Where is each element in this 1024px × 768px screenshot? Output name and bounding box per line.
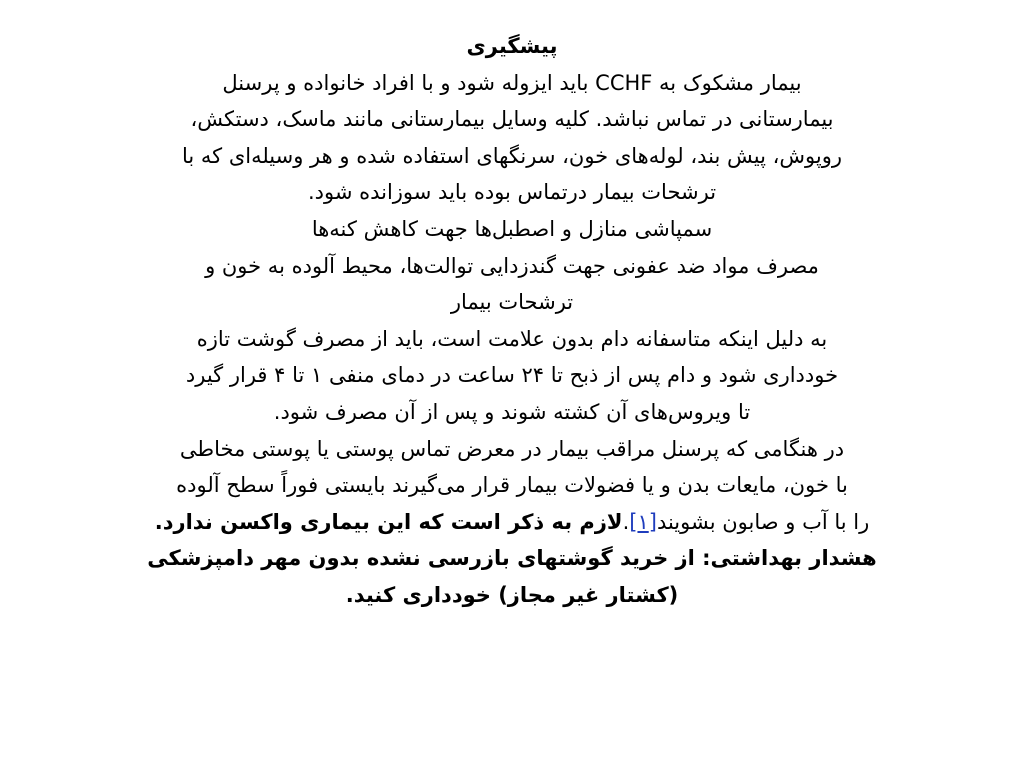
sentence-period: . <box>622 509 630 534</box>
exposure-line-2: با خون، مایعات بدن و یا فضولات بیمار قرار می‌گیرند بایستی فوراً سطح آلوده <box>176 473 848 498</box>
no-vaccine-note: لازم به ذکر است که این بیماری واکسن ندارد. <box>154 509 623 534</box>
footnote-link[interactable]: [۱] <box>629 509 657 534</box>
health-warning-line-2: (کشتار غیر مجاز) خودداری کنید. <box>345 582 679 607</box>
meat-line-2: خودداری شود و دام پس از ذبح تا ۲۴ ساعت در دمای منفی ۱ تا ۴ قرار گیرد <box>185 363 839 388</box>
health-warning-line-1: هشدار بهداشتی: از خرید گوشتهای بازرسی نشده بدون مهر دامپزشکی <box>147 546 877 571</box>
meat-line-3: تا ویروس‌های آن کشته شوند و پس از آن مصرف شود. <box>273 399 751 424</box>
isolation-line-1: بیمار مشکوک به CCHF باید ایزوله شود و با افراد خانواده و پرسنل <box>222 70 802 95</box>
exposure-line-1: در هنگامی که پرسنل مراقب بیمار در معرض تماس پوستی یا پوستی مخاطی <box>179 436 845 461</box>
meat-line-1: به دلیل اینکه متاسفانه دام بدون علامت است، باید از مصرف گوشت تازه <box>196 326 828 351</box>
isolation-line-2: بیمارستانی در تماس نباشد. کلیه وسایل بیمارستانی مانند ماسک، دستکش، <box>190 107 834 132</box>
exposure-line-3 <box>72 504 952 541</box>
slide-title: پیشگیری <box>466 34 558 58</box>
disinfection-line-1: مصرف مواد ضد عفونی جهت گندزدایی توالت‌ها، محیط آلوده به خون و <box>205 253 819 278</box>
disinfection-line-2: ترشحات بیمار <box>450 290 574 315</box>
spraying-line: سمپاشی منازل و اصطبل‌ها جهت کاهش کنه‌ها <box>311 216 713 241</box>
isolation-line-4: ترشحات بیمار درتماس بوده باید سوزانده شود. <box>307 180 717 205</box>
wash-instruction-text: را با آب و صابون بشویند <box>656 509 870 534</box>
isolation-line-3: روپوش، پیش بند، لوله‌های خون، سرنگهای استفاده شده و هر وسیله‌ای که با <box>181 143 843 168</box>
